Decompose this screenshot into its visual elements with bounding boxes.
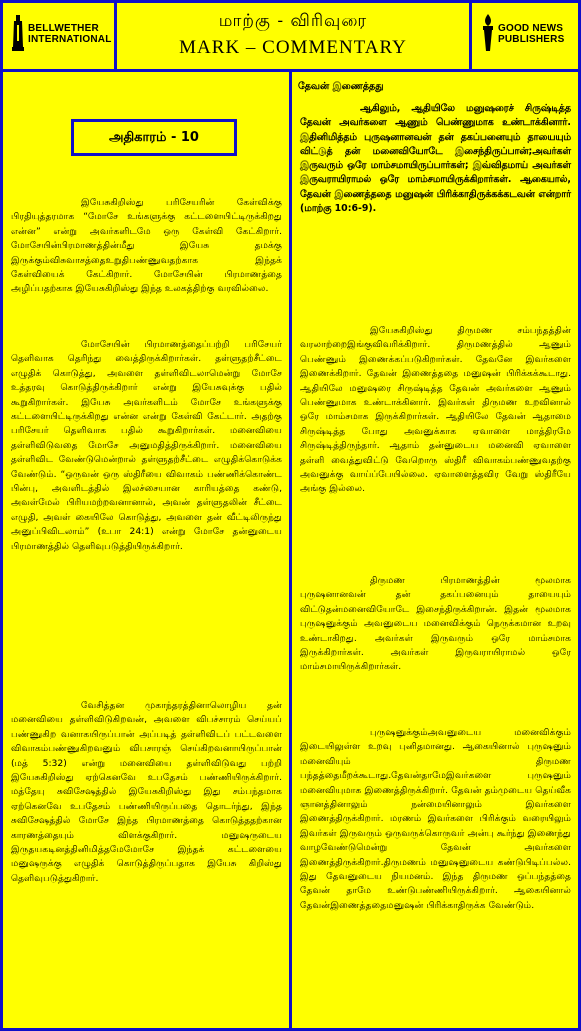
- good-news-logo: [469, 3, 578, 69]
- left-paragraph-3: வேசித்தன முகாந்தரத்தினாலொழிய தன் மனைவியை தள்ளிவிடுகிறவன், அவளை விபச்சாரம் செய்யப் பண்ணுகிற வனாகயிருப்பான் அப்படித் தள்ளிவிடப் பட்டவளை விவாகம்பண்ணுகிறவனும் விபசாரஞ் செய்கிறவனாயிருப்பான் (மத் 5:32) என்று மனைவியை தள்ளிவிடுவது பற்றி இயேசுகிறிஸ்து ஏற்கெனவே உபதேசம் பண்ணியிருக்கிறார். மத்தேயு சுவிசேஷத்தில் இயேசுகிறிஸ்து இது சம்பந்தமாக ஏற்கெனவே உபதேசம் பண்ணியிருப்பதை தொடர்ந்து, இந்த சுவிசேஷத்தில் மோசே இந்த பிரமாணத்தை கொடுத்ததற்கான காரணத்தையும் விளக்குகிறார். மனுஷருடைய இருதயகடினத்தினிமித்தமேமோசே இந்தக் கட்டளையை மனுஷருக்கு எழுதிக் கொடுத்திருப்பதாக இயேசு கிறிஸ்து தெளிவுபடுத்துகிறார்.: [11, 700, 282, 884]
- left-paragraph-2: மோசேயின் பிரமாணத்தைப்பற்றி பரிசேயர் தெளிவாக தெரிந்து வைத்திருக்கிறார்கள். தள்ளுதற்சீட்டை எழுதிக் கொடுத்து, அவளை தள்ளிவிடலாமென்று மோசே உத்தரவு கொடுத்திருக்கிறார் என்று இயேசுவுக்கு பதில் கூறுகிறார்கள். இயேசு அவர்களிடம் மோசே உங்களுக்கு கட்டளையிட்டிருக்கிறது என்ன என்று கேள்வி கேட்டார். அதற்கு பரிசேயர் தெளிவாக பதில் கூறுகிறார்கள். மனைவியை தள்ளிவிடுவதை மோசே அனுமதித்திருக்கிறார். மனைவியை தள்ளிவிட வேண்டுமென்றால் தள்ளுதற்சீட்டை எழுதிக்கொடுக்க வேண்டும். “ஒருவன் ஒரு ஸ்திரீயை விவாகம் பண்ணிக்கொண்ட பின்பு, அவளிடத்தில் இலச்சையான காரியத்தை கண்டு, அவள்மேல் பிரியமற்றவனானால், அவன் தள்ளுதலின் சீட்டை எழுதி, அவள் கையிலே கொடுத்து, அவளை தன் வீட்டிலிருந்து அனுப்பிவிடலாம்” (உபா 24:1) என்று மோசே தன்னுடைய பிரமாணத்தில் தெளிவுபடுத்தியிருக்கிறார்.: [11, 339, 282, 552]
- logo-right-line2: PUBLISHERS: [498, 34, 565, 45]
- torch-icon: [480, 13, 496, 55]
- right-paragraph-3: புருஷனுக்கும்அவனுடைய மனைவிக்கும் இடையிலுள்ள உறவு புனிதமானது. ஆகையினால் புருஷனும் மனைவியும் திருமண பந்தத்தைமீறக்கூடாது.தேவன்தாமேஇவர்களை புருஷனும் மனைவியுமாக இணைத்திருக்கிறார். தேவன் தம்முடைய தெய்வீக ஞானத்தினாலும் நன்மையினாலும் இவர்களை இணைத்திருக்கிறார். மரணம் இவர்களை பிரிக்கும் வரையிலும் இவர்கள் இருவரும் ஒருவருக்கொருவர் அன்பு கூர்ந்து இணைந்து வாழவேண்டுமென்று தேவன் அவர்களை இணைத்திருக்கிறார்.திருமணம் மனுஷனுடைய கண்டுபிடிப்பல்ல. இது தேவனுடைய நியமனம். இந்த திருமண ஒப்பந்தத்தை தேவன் தாமே உண்டுபண்ணியிருக்கிறார். ஆகையினால் தேவன்இணைத்ததைமனுஷன் பிரிக்காதிருக்க வேண்டும்.: [300, 727, 571, 911]
- right-column: [292, 72, 578, 1028]
- header: [3, 3, 578, 72]
- logo-left-line2: INTERNATIONAL: [28, 34, 112, 45]
- right-paragraph-2: திருமண பிரமாணத்தின் மூலமாக புருஷனானவன் தன் தகப்பனையும் தாயையும் விட்டுதன்மனைவியோடே இசைந்திருக்கிறான். இதன் மூலமாக புருஷனுக்கும் அவனுடைய மனைவிக்கும் நெருக்கமான உறவு உண்டாகிறது. அவர்கள் இருவரும் ஒரே மாம்சமாக இருக்கிறார்கள். அவர்கள் இருவராயிராமல் ஒரே மாம்சமாயிருக்கிறார்கள்.: [300, 575, 571, 673]
- chapter-title: அதிகாரம் - 10: [109, 130, 199, 145]
- title-english: MARK – COMMENTARY: [179, 37, 407, 58]
- right-paragraph-1: இயேசுகிறிஸ்து திருமண சம்பந்தத்தின் வரலாற்றைஇங்குவிவரிக்கிறார். திருமணத்தில் ஆணும் பெண்ணும் இணைக்கப்படுகிறார்கள். தேவனே இவர்களை இணைக்கிறார். தேவன் இணைத்ததை மனுஷன் பிரிக்கக்கூடாது. ஆதியிலே மனுஷரை சிருஷ்டித்த தேவன் அவர்களை ஆணும் பெண்ணுமாக உண்டாக்கினார். இவர்கள் திருமண உறவினால் ஒரே மாம்சமாக இருக்கிறார்கள். ஆதியிலே தேவன் ஆதாமை சிருஷ்டித்த போது அவனுக்காக ஏவாளை மாத்திரமே சிருஷ்டித்திருந்தார். ஆதாம் தன்னுடைய மனைவி ஏவாளை தள்ளி வைத்துவிட்டு வேறொரு ஸ்திரீ விவாகம்பண்ணுவதற்கு அவனுக்கு வாய்ப்பேயில்லை. ஏவாளைத்தவிர வேறு ஸ்திரீயே அங்கு இல்லை.: [300, 325, 571, 495]
- logo-left-line1: BELLWETHER: [28, 23, 99, 34]
- title-block: [117, 3, 469, 69]
- lamp-icon: [11, 13, 25, 55]
- title-tamil: மாற்கு - விரிவுரை: [218, 11, 368, 31]
- left-column: [3, 72, 292, 1028]
- section-heading: தேவன் இணைத்தது: [298, 81, 384, 92]
- scripture-quote: ஆகிலும், ஆதியிலே மனுஷரைச் சிருஷ்டித்த தேவன் அவர்களை ஆணும் பெண்ணுமாக உண்டாக்கினார். இதினிமித்தம் புருஷனானவன் தன் தகப்பனையும் தாயையும் விட்டுத் தன் மனைவியோடே இசைந்திருப்பான்;அவர்கள் இருவரும் ஒரே மாம்சமாயிருப்பார்கள்; இவ்விதமாய் அவர்கள் இருவராயிராமல் ஒரே மாம்சமாயிருக்கிறார்கள். ஆகையால், தேவன் இணைத்ததை மனுஷன் பிரிக்காதிருக்கக்கடவன் என்றார் (மாற்கு 10:6-9).: [300, 103, 571, 215]
- left-paragraph-1: இயேசுகிறிஸ்து பரிசேயரின் கேள்விக்கு பிரதியுத்தரமாக “மோசே உங்களுக்கு கட்டளையிட்டிருக்கிறது என்ன” என்று அவர்களிடமே ஒரு கேள்வி கேட்கிறார். மோசேயின்பிரமாணத்தின்மீது இயேசு தமக்கு இருக்கும்விசுவாசத்தைஉறுதிபண்ணுவதற்காக இந்தக் கேள்வியைக் கேட்கிறார். மோசேயின் பிரமாணத்தை அழிப்பதற்காக இயேசுகிறிஸ்து இந்த உலகத்திற்கு வரவில்லை.: [11, 197, 282, 295]
- bellwether-logo: [3, 3, 117, 69]
- chapter-box: [71, 119, 237, 156]
- logo-right-line1: GOOD NEWS: [498, 23, 564, 34]
